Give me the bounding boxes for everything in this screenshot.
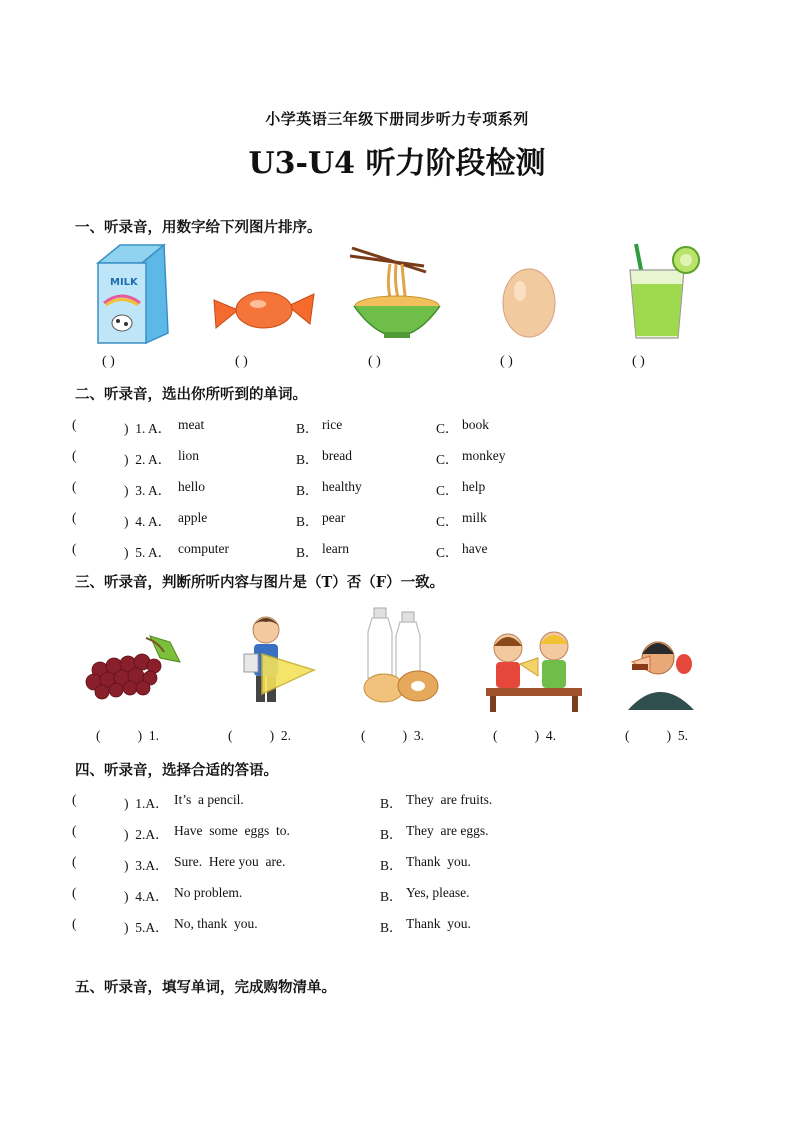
option-a: computer: [178, 541, 229, 556]
milk-bottles-bread-picture: [362, 606, 442, 706]
option-a: No, thank you.: [174, 916, 258, 931]
judge-blank-2[interactable]: ( ) 2.: [228, 728, 291, 743]
question-number: ) 2.A．: [124, 827, 169, 842]
option-b-label: B．: [380, 889, 403, 904]
option-a: It’s a pencil.: [174, 792, 244, 807]
option-b-label: B．: [296, 545, 319, 560]
option-b-label: B．: [296, 421, 319, 436]
option-c-label: C．: [436, 452, 459, 467]
blank-2[interactable]: ( ): [235, 354, 248, 369]
option-b-label: B．: [380, 920, 403, 935]
option-a: lion: [178, 448, 200, 463]
question-number: ) 1. A．: [124, 421, 172, 436]
question-number: ) 3. A．: [124, 483, 172, 498]
option-b: Thank you.: [406, 916, 471, 931]
option-b: rice: [322, 417, 343, 432]
response-row: [72, 792, 722, 812]
response-row: [72, 916, 722, 936]
option-c: milk: [462, 510, 487, 525]
blank-4[interactable]: ( ): [500, 354, 513, 369]
blank-5[interactable]: ( ): [632, 354, 645, 369]
option-a: apple: [178, 510, 208, 525]
answer-blank[interactable]: (: [72, 541, 77, 556]
section-3-heading: 三、听录音，判断所听内容与图片是（T）否（F）一致。: [75, 574, 445, 591]
milk-carton-picture: [90, 241, 172, 345]
response-row: [72, 823, 722, 843]
boy-with-ruler-picture: [238, 610, 318, 710]
option-a: meat: [178, 417, 205, 432]
option-a: Have some eggs to.: [174, 823, 290, 838]
option-b-label: B．: [380, 858, 403, 873]
option-a: No problem.: [174, 885, 243, 900]
answer-blank[interactable]: (: [72, 510, 77, 525]
option-a: hello: [178, 479, 205, 494]
answer-blank[interactable]: (: [72, 479, 77, 494]
option-b-label: B．: [380, 827, 403, 842]
section-1-heading: 一、听录音，用数字给下列图片排序。: [75, 219, 322, 236]
question-number: ) 2. A．: [124, 452, 172, 467]
egg-picture: [500, 263, 558, 339]
answer-blank[interactable]: (: [72, 885, 77, 900]
milk-label: MILK: [110, 277, 138, 288]
judge-blank-3[interactable]: ( ) 3.: [361, 728, 424, 743]
option-b-label: B．: [296, 483, 319, 498]
option-b-label: B．: [380, 796, 403, 811]
question-row: [72, 479, 722, 499]
question-number: ) 3.A．: [124, 858, 169, 873]
question-row: [72, 541, 722, 561]
question-row: [72, 510, 722, 530]
option-c: monkey: [462, 448, 506, 463]
worksheet-subtitle: 小学英语三年级下册同步听力专项系列: [265, 110, 529, 128]
option-c-label: C．: [436, 514, 459, 529]
option-c-label: C．: [436, 483, 459, 498]
answer-blank[interactable]: (: [72, 417, 77, 432]
option-b: healthy: [322, 479, 362, 494]
option-c: book: [462, 417, 489, 432]
option-c-label: C．: [436, 545, 459, 560]
worksheet-title: U3-U4 听力阶段检测: [248, 146, 546, 181]
option-a: Sure. Here you are.: [174, 854, 286, 869]
option-b-label: B．: [296, 452, 319, 467]
blank-3[interactable]: ( ): [368, 354, 381, 369]
candy-picture: [210, 280, 318, 340]
judge-blank-5[interactable]: ( ) 5.: [625, 728, 688, 743]
answer-blank[interactable]: (: [72, 916, 77, 931]
option-b: pear: [322, 510, 346, 525]
boy-eating-cake-picture: [624, 634, 700, 714]
grapes-picture: [80, 632, 186, 704]
question-row: [72, 417, 722, 437]
option-b-label: B．: [296, 514, 319, 529]
kids-eating-picture: [482, 628, 586, 714]
answer-blank[interactable]: (: [72, 792, 77, 807]
option-c: have: [462, 541, 488, 556]
question-number: ) 5.A．: [124, 920, 169, 935]
judge-blank-1[interactable]: ( ) 1.: [96, 728, 159, 743]
question-number: ) 1.A．: [124, 796, 169, 811]
judge-blank-4[interactable]: ( ) 4.: [493, 728, 556, 743]
answer-blank[interactable]: (: [72, 448, 77, 463]
answer-blank[interactable]: (: [72, 823, 77, 838]
question-number: ) 4. A．: [124, 514, 172, 529]
option-b: They are fruits.: [406, 792, 493, 807]
option-c-label: C．: [436, 421, 459, 436]
blank-1[interactable]: ( ): [102, 354, 115, 369]
section-5-heading: 五、听录音，填写单词，完成购物清单。: [75, 979, 336, 996]
option-c: help: [462, 479, 486, 494]
option-b: They are eggs.: [406, 823, 489, 838]
section-2-heading: 二、听录音，选出你所听到的单词。: [75, 386, 307, 403]
question-number: ) 5. A．: [124, 545, 172, 560]
question-number: ) 4.A．: [124, 889, 169, 904]
response-row: [72, 854, 722, 874]
option-b: bread: [322, 448, 352, 463]
section-4-heading: 四、听录音，选择合适的答语。: [75, 762, 278, 779]
response-row: [72, 885, 722, 905]
juice-picture: [622, 240, 702, 344]
question-row: [72, 448, 722, 468]
option-b: Thank you.: [406, 854, 471, 869]
option-b: Yes, please.: [406, 885, 470, 900]
answer-blank[interactable]: (: [72, 854, 77, 869]
noodles-picture: [348, 244, 446, 344]
option-b: learn: [322, 541, 349, 556]
